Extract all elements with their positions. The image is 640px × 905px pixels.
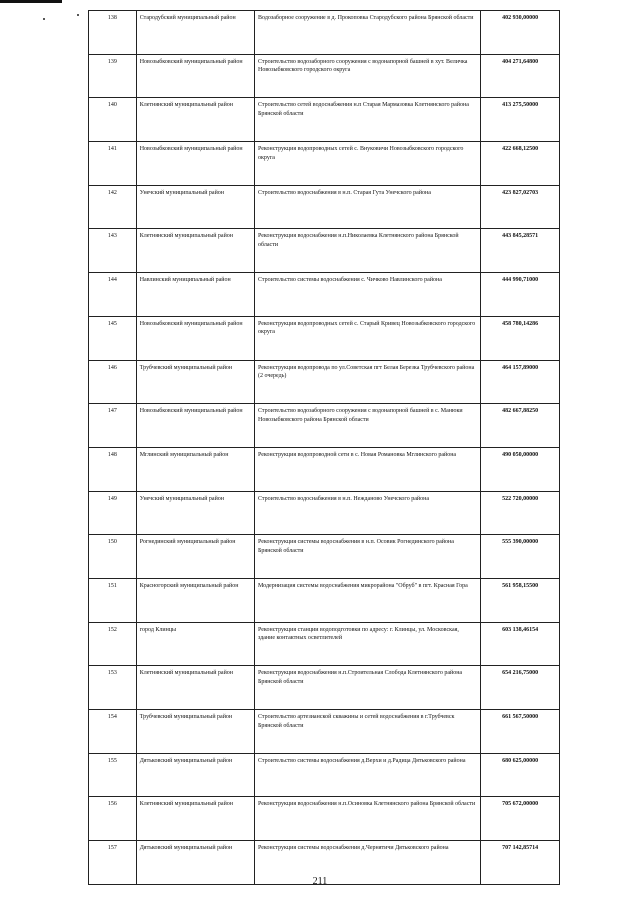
amount-cell: 490 050,00000 <box>481 447 560 491</box>
amount-cell: 522 720,00000 <box>481 491 560 535</box>
description-cell: Реконструкция водопроводных сетей с. Старый Кривец Новозыбковского городского округа <box>254 316 480 360</box>
row-number: 152 <box>89 622 137 666</box>
amount-cell: 661 567,50000 <box>481 710 560 754</box>
district-cell: Клетнянский муниципальный район <box>136 229 254 273</box>
page-number: 211 <box>312 876 328 887</box>
table-row <box>89 447 560 491</box>
description-cell: Строительство системы водоснабжения д.Верхи и д.Радица Дятьковского района <box>254 753 480 797</box>
district-cell: Унечский муниципальный район <box>136 185 254 229</box>
row-number: 153 <box>89 666 137 710</box>
row-number: 149 <box>89 491 137 535</box>
top-edge-rule <box>0 0 62 3</box>
description-cell: Строительство водоснабжения в н.п. Нежданово Унечского района <box>254 491 480 535</box>
amount-cell: 423 827,02703 <box>481 185 560 229</box>
district-cell: Трубчевский муниципальный район <box>136 710 254 754</box>
row-number: 147 <box>89 404 137 448</box>
table-row <box>89 622 560 666</box>
amount-cell: 561 958,15500 <box>481 578 560 622</box>
district-cell: Клетнянский муниципальный район <box>136 797 254 841</box>
table-row <box>89 578 560 622</box>
description-cell: Реконструкция станции водоподготовки по адресу: г. Клинцы, ул. Московская, здание контактных осветлителей <box>254 622 480 666</box>
projects-table-body <box>89 11 560 885</box>
amount-cell: 444 990,71000 <box>481 273 560 317</box>
district-cell: Стародубский муниципальный район <box>136 11 254 55</box>
amount-cell: 413 275,50000 <box>481 98 560 142</box>
district-cell: город Клинцы <box>136 622 254 666</box>
district-cell: Дятьковский муниципальный район <box>136 753 254 797</box>
table-row <box>89 185 560 229</box>
amount-cell: 402 930,00000 <box>481 11 560 55</box>
table-row <box>89 666 560 710</box>
row-number: 144 <box>89 273 137 317</box>
table-row <box>89 54 560 98</box>
amount-cell: 705 672,00000 <box>481 797 560 841</box>
row-number: 148 <box>89 447 137 491</box>
row-number: 150 <box>89 535 137 579</box>
row-number: 154 <box>89 710 137 754</box>
table-row <box>89 360 560 404</box>
row-number: 145 <box>89 316 137 360</box>
amount-cell: 464 157,89000 <box>481 360 560 404</box>
district-cell: Клетнянский муниципальный район <box>136 98 254 142</box>
row-number: 156 <box>89 797 137 841</box>
description-cell: Реконструкция водопровода по ул.Советская пгт Белая Березка Трубчевского района (2 очередь) <box>254 360 480 404</box>
district-cell: Навлинский муниципальный район <box>136 273 254 317</box>
table-row <box>89 535 560 579</box>
district-cell: Новозыбковский муниципальный район <box>136 142 254 186</box>
description-cell: Реконструкция водопроводных сетей с. Внуковичи Новозыбковского городского округа <box>254 142 480 186</box>
description-cell: Реконструкция водоснабжения н.п.Осиновка Клетнянского района Брянской области <box>254 797 480 841</box>
row-number: 146 <box>89 360 137 404</box>
amount-cell: 404 271,64800 <box>481 54 560 98</box>
district-cell: Красногорский муниципальный район <box>136 578 254 622</box>
table-row <box>89 273 560 317</box>
row-number: 155 <box>89 753 137 797</box>
description-cell: Строительство сетей водоснабжения н.п Старая Мармазовка Клетнянского района Брянской области <box>254 98 480 142</box>
row-number: 143 <box>89 229 137 273</box>
scan-speck <box>43 18 45 20</box>
table-row <box>89 316 560 360</box>
description-cell: Строительство системы водоснабжения с. Чичково Навлинского района <box>254 273 480 317</box>
district-cell: Трубчевский муниципальный район <box>136 360 254 404</box>
district-cell: Новозыбковский муниципальный район <box>136 54 254 98</box>
description-cell: Реконструкция водопроводной сети в с. Новая Романовка Мглинского района <box>254 447 480 491</box>
description-cell: Реконструкция водоснабжения н.п.Николаевка Клетнянского района Брянской области <box>254 229 480 273</box>
amount-cell: 422 668,12500 <box>481 142 560 186</box>
district-cell: Новозыбковский муниципальный район <box>136 404 254 448</box>
table-row <box>89 98 560 142</box>
district-cell: Дятьковский муниципальный район <box>136 841 254 885</box>
amount-cell: 680 625,00000 <box>481 753 560 797</box>
row-number: 140 <box>89 98 137 142</box>
description-cell: Строительство водозаборного сооружения с водонапорной башней в с. Манюки Новозыбковского района Брянской области <box>254 404 480 448</box>
table-row <box>89 229 560 273</box>
table-row <box>89 142 560 186</box>
table-row <box>89 797 560 841</box>
scan-speck <box>77 14 79 16</box>
district-cell: Рогнединский муниципальный район <box>136 535 254 579</box>
description-cell: Строительство водоснабжения в н.п. Старая Гута Унечского района <box>254 185 480 229</box>
amount-cell: 707 142,85714 <box>481 841 560 885</box>
row-number: 139 <box>89 54 137 98</box>
description-cell: Водозаборное сооружение в д. Прокоповка Стародубского района Брянской области <box>254 11 480 55</box>
district-cell: Унечский муниципальный район <box>136 491 254 535</box>
table-row <box>89 491 560 535</box>
row-number: 141 <box>89 142 137 186</box>
amount-cell: 603 138,46154 <box>481 622 560 666</box>
description-cell: Реконструкция системы водоснабжения д.Чернятичи Дятьковского района <box>254 841 480 885</box>
amount-cell: 443 845,28571 <box>481 229 560 273</box>
row-number: 151 <box>89 578 137 622</box>
row-number: 157 <box>89 841 137 885</box>
description-cell: Строительство водозаборного сооружения с водонапорной башней в хут. Величка Новозыбковского городского округа <box>254 54 480 98</box>
amount-cell: 654 216,75000 <box>481 666 560 710</box>
table-row <box>89 404 560 448</box>
row-number: 138 <box>89 11 137 55</box>
description-cell: Реконструкция системы водоснабжения в н.п. Осовик Рогнединского района Брянской области <box>254 535 480 579</box>
district-cell: Новозыбковский муниципальный район <box>136 316 254 360</box>
amount-cell: 555 390,00000 <box>481 535 560 579</box>
projects-table <box>88 10 560 885</box>
table-row <box>89 753 560 797</box>
district-cell: Мглинский муниципальный район <box>136 447 254 491</box>
row-number: 142 <box>89 185 137 229</box>
amount-cell: 458 780,14286 <box>481 316 560 360</box>
amount-cell: 482 667,88250 <box>481 404 560 448</box>
district-cell: Клетнянский муниципальный район <box>136 666 254 710</box>
table-row <box>89 710 560 754</box>
table-row <box>89 11 560 55</box>
description-cell: Модернизация системы водоснабжения микрорайона "Обруб" в пгт. Красная Гора <box>254 578 480 622</box>
description-cell: Реконструкция водоснабжения н.п.Строительная Слобода Клетнянского района Брянской области <box>254 666 480 710</box>
description-cell: Строительство артезианской скважины и сетей водоснабжения в г.Трубчевск Брянской области <box>254 710 480 754</box>
